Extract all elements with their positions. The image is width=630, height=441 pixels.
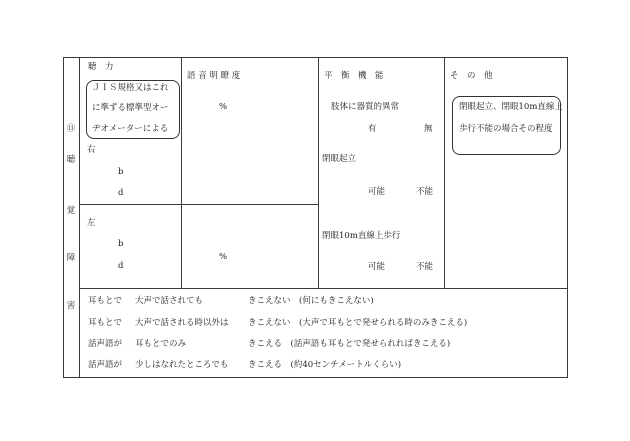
hearing-note-line-2: に準ずる標準型オー xyxy=(92,103,169,113)
balance-no: 無 xyxy=(424,124,433,134)
grade-row-2-col-a: 耳もとで xyxy=(88,318,123,328)
other-note-line-1: 閉眼起立、閉眼10m直線上 xyxy=(459,102,563,112)
hearing-right-d: d xyxy=(118,188,124,198)
balance-walk-cannot: 不能 xyxy=(416,262,434,272)
grade-row-4-col-c: きこえる (約40センチメートルくらい) xyxy=(248,360,402,370)
balance-item-eyes-closed-standing: 閉眼起立 xyxy=(322,154,357,164)
grade-row-4-col-b: 少しはなれたところでも xyxy=(135,360,229,370)
other-note-line-2: 歩行不能の場合その程度 xyxy=(459,124,553,134)
grid-line-outer-right xyxy=(567,57,568,377)
grid-line-upper-lower xyxy=(79,288,568,289)
grade-row-1-col-c: きこえない (何にもきこえない) xyxy=(248,296,374,306)
speech-unit-top: % xyxy=(219,102,228,112)
grid-line-speech-balance xyxy=(318,57,319,288)
balance-title: 平 衡 機 能 xyxy=(324,71,384,81)
grid-line-bottom xyxy=(63,377,568,378)
hearing-left-label: 左 xyxy=(87,218,96,228)
hearing-right-b: b xyxy=(118,167,124,177)
hearing-left-d: d xyxy=(118,261,124,271)
grade-row-3-col-a: 話声語が xyxy=(88,339,123,349)
grade-row-1-col-b: 大声で話されても xyxy=(135,296,204,306)
balance-standing-can: 可能 xyxy=(368,187,386,197)
grid-line-top xyxy=(63,57,568,58)
speech-unit-bottom: % xyxy=(219,252,228,262)
balance-item-limb-abnormality: 肢体に器質的異常 xyxy=(331,102,400,112)
grid-line-hearing-speech xyxy=(181,57,182,288)
speech-title: 語 音 明 瞭 度 xyxy=(187,71,241,81)
balance-standing-cannot: 不能 xyxy=(416,187,434,197)
grade-row-2-col-c: きこえない (大声で耳もとで発せられる時のみきこえる) xyxy=(248,318,468,328)
grade-row-3-col-b: 耳もとでのみ xyxy=(135,339,187,349)
hearing-note-line-1: ＪＩＳ規格又はこれ xyxy=(92,83,169,93)
hearing-right-label: 右 xyxy=(87,145,96,155)
section-number: ⑪ xyxy=(66,124,76,134)
section-char-2: 覚 xyxy=(66,206,76,216)
grade-row-2-col-b: 大声で話される時以外は xyxy=(135,318,229,328)
hearing-note-line-3: ヂオメーターによる xyxy=(92,124,169,134)
grid-line-outer-left xyxy=(63,57,64,377)
grade-row-4-col-a: 話声語が xyxy=(88,360,123,370)
grid-line-right-left-split xyxy=(79,204,318,205)
hearing-left-b: b xyxy=(118,239,124,249)
grid-line-section-divider xyxy=(79,57,80,377)
balance-walk-can: 可能 xyxy=(368,262,386,272)
grid-line-balance-other xyxy=(444,57,445,288)
section-char-3: 障 xyxy=(66,253,76,263)
section-char-4: 害 xyxy=(66,301,76,311)
grade-row-1-col-a: 耳もとで xyxy=(88,296,123,306)
balance-item-eyes-closed-walk: 閉眼10m直線上歩行 xyxy=(322,231,401,241)
balance-yes: 有 xyxy=(368,124,377,134)
section-char-1: 聴 xyxy=(66,155,76,165)
grade-row-3-col-c: きこえる (話声語も耳もとで発せられればきこえる) xyxy=(248,339,451,349)
other-title: そ の 他 xyxy=(450,71,493,81)
hearing-title: 聴 力 xyxy=(88,62,114,72)
